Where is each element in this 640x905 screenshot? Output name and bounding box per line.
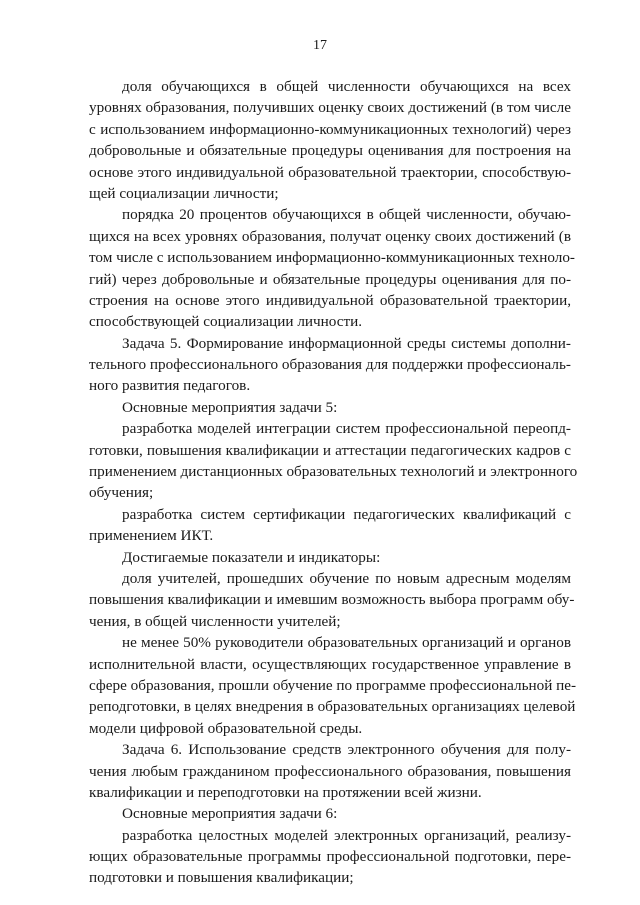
text-line: ного развития педагогов.: [89, 377, 251, 395]
text-line: разработка целостных моделей электронных организаций, реализу-: [122, 826, 571, 844]
text-line: применением дистанционных образовательных технологий и электронного: [89, 463, 578, 481]
paragraph: [89, 803, 571, 824]
text-line: порядка 20 процентов обучающихся в общей численности, обучаю-: [122, 206, 571, 224]
paragraph: [89, 632, 577, 739]
text-line: доля учителей, прошедших обучение по новым адресным моделям: [122, 569, 571, 587]
text-line: применением ИКТ.: [89, 527, 214, 545]
text-line: Достигаемые показатели и индикаторы:: [122, 548, 381, 566]
text-line: сфере образования, прошли обучение по программе профессиональной пе-: [89, 676, 577, 694]
paragraph: [89, 204, 575, 332]
text-line: том числе с использованием информационно-коммуникационных техноло-: [89, 249, 575, 267]
text-line: Задача 5. Формирование информационной среды системы дополни-: [122, 334, 571, 352]
paragraph: [89, 333, 571, 397]
text-line: основе этого индивидуальной образовательной траектории, способствую-: [89, 163, 571, 181]
text-line: чения, в общей численности учителей;: [89, 612, 341, 630]
paragraph: [89, 739, 571, 803]
paragraph: [89, 825, 571, 889]
text-line: гий) через добровольные и обязательные процедуры оценивания для по-: [89, 270, 571, 288]
text-line: с использованием информационно-коммуникационных технологий) через: [89, 120, 571, 138]
document-body: [89, 76, 578, 889]
text-line: квалификации и переподготовки на протяжении всей жизни.: [89, 783, 482, 801]
text-line: исполнительной власти, осуществляющих государственное управление в: [89, 655, 571, 673]
text-line: не менее 50% руководители образовательных организаций и органов: [122, 634, 571, 652]
text-line: доля обучающихся в общей численности обучающихся на всех: [122, 78, 571, 95]
paragraph: [89, 568, 575, 632]
paragraph: [89, 418, 578, 504]
text-line: чения любым гражданином профессионального образования, повышения: [89, 762, 571, 780]
text-line: подготовки и повышения квалификации;: [89, 869, 354, 887]
page-number: 17: [313, 38, 327, 53]
text-line: щихся на всех уровнях образования, получат оценку своих достижений (в: [89, 227, 571, 245]
text-line: строения на основе этого индивидуальной образовательной траектории,: [89, 291, 571, 309]
text-line: Задача 6. Использование средств электронного обучения для полу-: [122, 741, 571, 759]
text-line: реподготовки, в целях внедрения в образовательных организациях целевой: [89, 698, 576, 716]
text-line: разработка систем сертификации педагогических квалификаций с: [122, 505, 571, 523]
text-line: Основные мероприятия задачи 6:: [122, 805, 338, 823]
text-line: обучения;: [89, 484, 154, 502]
paragraph: [89, 504, 571, 547]
paragraph: [89, 397, 571, 418]
paragraph: [89, 547, 571, 568]
text-line: тельного профессионального образования для поддержки профессиональ-: [89, 356, 571, 374]
text-line: повышения квалификации и имевшим возможность выбора программ обу-: [89, 591, 575, 609]
text-line: Основные мероприятия задачи 5:: [122, 398, 338, 416]
text-line: разработка моделей интеграции систем профессиональной переопд-: [122, 420, 571, 438]
text-line: щей социализации личности;: [89, 184, 279, 202]
text-line: ющих образовательные программы профессиональной подготовки, пере-: [89, 848, 571, 866]
text-line: уровнях образования, получивших оценку своих достижений (в том числе: [89, 99, 571, 117]
text-line: способствующей социализации личности.: [89, 313, 363, 331]
paragraph: [89, 76, 571, 204]
text-line: добровольные и обязательные процедуры оценивания для построения на: [89, 142, 571, 160]
text-line: модели цифровой образовательной среды.: [89, 719, 363, 737]
text-line: готовки, повышения квалификации и аттестации педагогических кадров с: [89, 441, 571, 459]
